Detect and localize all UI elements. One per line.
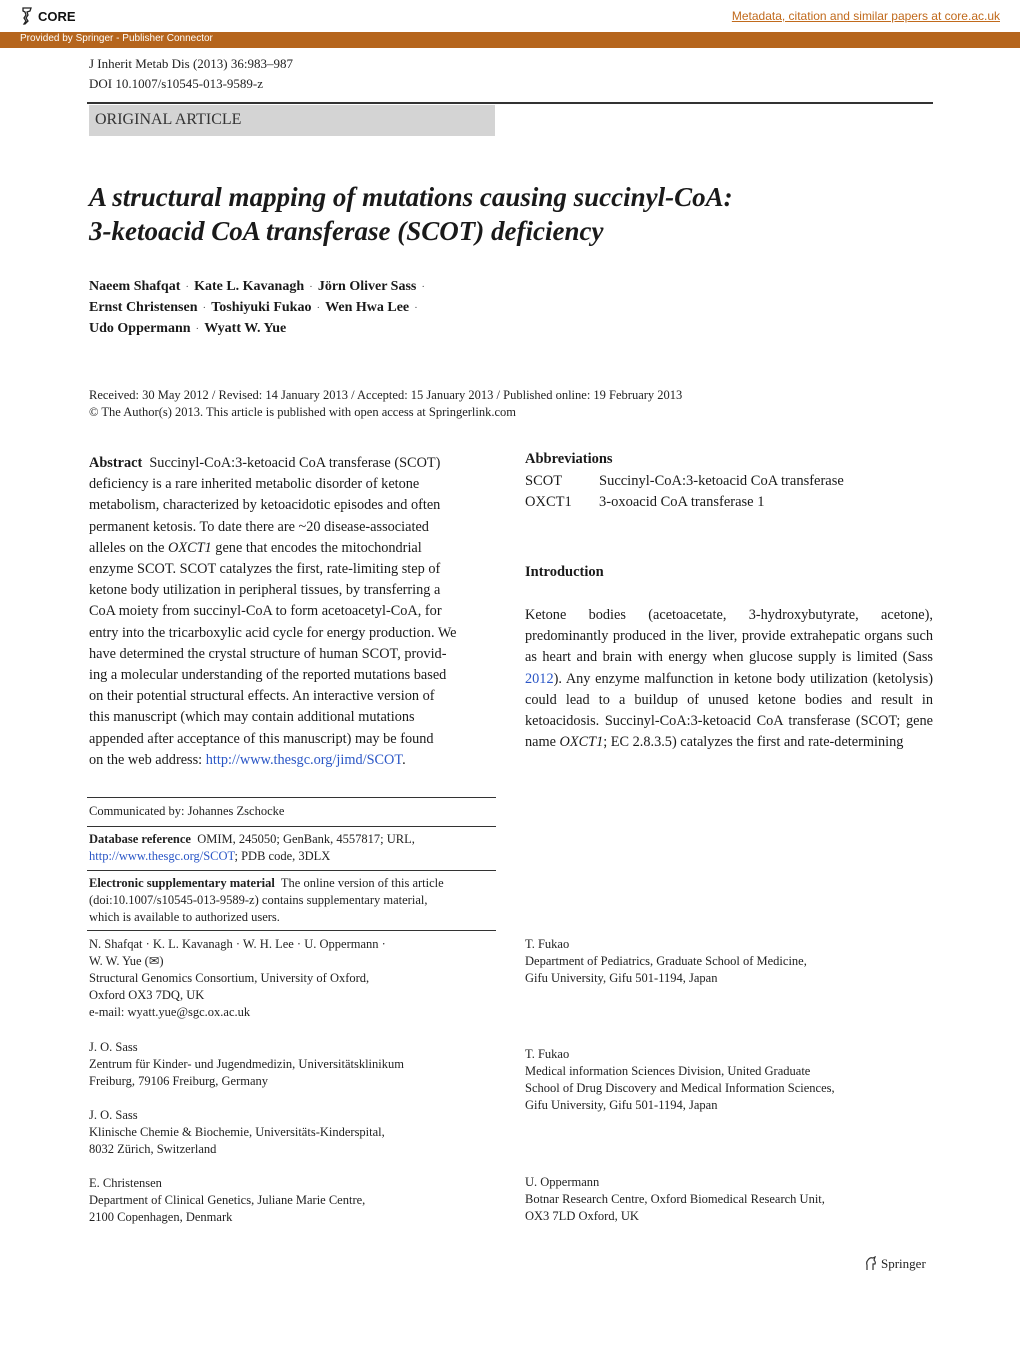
affiliation-line: W. W. Yue (✉) — [89, 954, 164, 968]
title-line-2: 3-ketoacid CoA transferase (SCOT) deficiency — [89, 216, 604, 246]
affiliation-line: E. Christensen — [89, 1176, 162, 1190]
article-type-label: ORIGINAL ARTICLE — [89, 105, 495, 136]
gene-name: OXCT1 — [168, 539, 212, 556]
affiliation-line: Gifu University, Gifu 501-1194, Japan — [525, 1098, 718, 1112]
copyright-text: The Author(s) 2013. This article is published with open access at Springerlink.com — [101, 405, 517, 419]
database-reference-text: ; PDB code, 3DLX — [234, 849, 331, 863]
introduction-paragraph — [525, 605, 933, 753]
esm-text: which is available to authorized users. — [89, 910, 280, 924]
provider-bar — [0, 32, 1020, 48]
affiliation-line: Klinische Chemie & Biochemie, Universitäts-Kinderspital, — [89, 1125, 385, 1139]
email-address[interactable]: e-mail: wyatt.yue@sgc.ox.ac.uk — [89, 1005, 251, 1019]
affiliation-block — [89, 936, 386, 1021]
affiliation-block — [525, 1174, 825, 1225]
affiliation-line: School of Drug Discovery and Medical Information Sciences, — [525, 1081, 835, 1095]
title-line-1: A structural mapping of mutations causing succinyl-CoA: — [89, 182, 733, 212]
footnote-rule — [87, 826, 496, 827]
abstract-text: CoA moiety from succinyl-CoA to form acetoacetyl-CoA, for — [89, 603, 442, 620]
affiliation-line: Oxford OX3 7DQ, UK — [89, 988, 205, 1002]
author-name: Jörn Oliver Sass — [317, 279, 417, 294]
citation-link[interactable]: 2012 — [525, 670, 554, 687]
affiliation-block — [89, 1175, 365, 1226]
supplementary-material-note — [89, 875, 497, 926]
abbreviation-row — [525, 494, 765, 511]
header-rule — [87, 102, 933, 104]
paper-title — [89, 180, 939, 248]
author-line-3: Udo Oppermann · Wyatt W. Yue — [89, 321, 287, 336]
footnote-rule — [87, 797, 496, 798]
affiliation-line: Department of Pediatrics, Graduate School of Medicine, — [525, 954, 807, 968]
database-reference-label: Database reference — [89, 832, 191, 846]
affiliation-line: T. Fukao — [525, 937, 570, 951]
abstract-text: enzyme SCOT. SCOT catalyzes the first, rate-limiting step of — [89, 561, 441, 578]
abbreviation-value: 3-oxoacid CoA transferase 1 — [599, 494, 765, 510]
springer-logo — [864, 1256, 926, 1272]
abbreviations-heading: Abbreviations — [525, 451, 613, 467]
abstract-text: Succinyl-CoA:3-ketoacid CoA transferase (SCOT) — [149, 455, 441, 471]
footnote-rule — [87, 930, 496, 931]
introduction-text: ; EC 2.8.3.5) catalyzes the first and rate-determining — [603, 734, 904, 751]
database-reference — [89, 831, 497, 865]
affiliation-line: Botnar Research Centre, Oxford Biomedical Research Unit, — [525, 1192, 825, 1206]
sgc-url-link[interactable]: http://www.thesgc.org/SCOT — [89, 849, 235, 863]
copyright-icon: © — [89, 405, 99, 419]
core-metadata-link[interactable]: Metadata, citation and similar papers at core.ac.uk — [731, 9, 1000, 23]
author-name: Wyatt W. Yue — [204, 321, 287, 336]
footnote-rule — [87, 870, 496, 871]
provider-text: Provided by Springer - Publisher Connector — [20, 33, 213, 44]
abstract-url-link[interactable]: http://www.thesgc.org/jimd/SCOT — [205, 751, 403, 768]
abstract — [89, 453, 497, 771]
abstract-text: metabolism, characterized by ketoacidotic episodes and often — [89, 497, 441, 514]
affiliation-line: 2100 Copenhagen, Denmark — [89, 1210, 233, 1224]
affiliation-block — [89, 1039, 404, 1090]
affiliation-line: U. Oppermann — [525, 1175, 600, 1189]
database-reference-text: OMIM, 245050; GenBank, 4557817; URL, — [197, 832, 415, 846]
core-logo-icon — [20, 6, 34, 26]
springer-text: Springer — [881, 1256, 926, 1271]
gene-name: OXCT1 — [559, 734, 604, 751]
abstract-text: this manuscript (which may contain additional mutations — [89, 709, 415, 726]
abstract-text: ing a molecular understanding of the reported mutations based — [89, 667, 447, 684]
core-logo[interactable] — [20, 5, 76, 27]
affiliation-line: J. O. Sass — [89, 1108, 138, 1122]
abstract-text: ketone body utilization in peripheral tissues, by transferring a — [89, 582, 441, 599]
abstract-text: . — [402, 751, 406, 768]
abstract-text: gene that encodes the mitochondrial — [215, 539, 422, 556]
esm-text: (doi:10.1007/s10545-013-9589-z) contains supplementary material, — [89, 893, 428, 907]
journal-citation: J Inherit Metab Dis (2013) 36:983–987 — [89, 56, 294, 71]
journal-doi: DOI 10.1007/s10545-013-9589-z — [89, 76, 264, 91]
affiliation-line: Zentrum für Kinder- und Jugendmedizin, Universitätsklinikum — [89, 1057, 404, 1071]
affiliation-line: 8032 Zürich, Switzerland — [89, 1142, 217, 1156]
abstract-text: have determined the crystal structure of human SCOT, provid- — [89, 645, 447, 662]
publication-dates: Received: 30 May 2012 / Revised: 14 January 2013 / Accepted: 15 January 2013 / Published online: 19 February 2013 — [89, 388, 683, 402]
abstract-label: Abstract — [89, 455, 143, 471]
affiliation-line: T. Fukao — [525, 1047, 570, 1061]
esm-label: Electronic supplementary material — [89, 876, 275, 890]
abstract-text: entry into the tricarboxylic acid cycle for energy production. We — [89, 624, 457, 641]
affiliation-line: N. Shafqat · K. L. Kavanagh · W. H. Lee · U. Oppermann · — [89, 937, 386, 951]
introduction-text: Ketone bodies (acetoacetate, 3-hydroxybutyrate, acetone), predominantly produced in the liver, provide extrahepatic organs such as heart and brain with energy when glucose supply is limited (Sass — [525, 607, 933, 666]
abbreviation-key: OXCT1 — [525, 494, 572, 510]
abstract-text: appended after acceptance of this manuscript) may be found — [89, 730, 434, 747]
abbreviation-key: SCOT — [525, 473, 563, 489]
abstract-text: alleles on the — [89, 539, 165, 556]
affiliation-line: Department of Clinical Genetics, Juliane Marie Centre, — [89, 1193, 366, 1207]
affiliation-line: Gifu University, Gifu 501-1194, Japan — [525, 971, 718, 985]
author-name: Kate L. Kavanagh — [194, 279, 305, 294]
introduction-text: ). Any enzyme malfunction in ketone body utilization (ketolysis) could lead to a buildup of unused ketone bodies and result in ketoacidosis. Succinyl-CoA:3-ketoacid CoA transferase (SCOT; gene name — [525, 670, 933, 751]
author-name: Toshiyuki Fukao — [211, 300, 312, 315]
affiliation-block — [525, 1046, 835, 1114]
affiliation-line: OX3 7LD Oxford, UK — [525, 1209, 639, 1223]
copyright-line — [89, 405, 516, 420]
affiliation-line: Structural Genomics Consortium, University of Oxford, — [89, 971, 370, 985]
affiliation-line: Freiburg, 79106 Freiburg, Germany — [89, 1074, 269, 1088]
author-name: Naeem Shafqat — [89, 279, 181, 294]
abstract-text: on their potential structural effects. An interactive version of — [89, 688, 435, 705]
core-logo-text: CORE — [38, 8, 76, 24]
introduction-heading: Introduction — [525, 564, 604, 580]
abbreviation-value: Succinyl-CoA:3-ketoacid CoA transferase — [599, 473, 844, 489]
author-name: Wen Hwa Lee — [325, 300, 410, 315]
affiliation-line: Medical information Sciences Division, United Graduate — [525, 1064, 811, 1078]
abbreviation-row — [525, 473, 844, 490]
springer-horse-icon — [864, 1256, 878, 1272]
author-name: Ernst Christensen — [89, 300, 198, 315]
affiliation-block — [89, 1107, 385, 1158]
communicated-by: Communicated by: Johannes Zschocke — [89, 804, 285, 818]
affiliation-line: J. O. Sass — [89, 1040, 138, 1054]
abstract-text: on the web address: — [89, 751, 203, 768]
abstract-text: permanent ketosis. To date there are ~20 disease-associated — [89, 518, 429, 535]
author-name: Udo Oppermann — [89, 321, 191, 336]
abstract-text: deficiency is a rare inherited metabolic disorder of ketone — [89, 476, 420, 493]
author-line-1: Naeem Shafqat · Kate L. Kavanagh · Jörn Oliver Sass · — [89, 279, 426, 294]
esm-text: The online version of this article — [280, 876, 444, 890]
affiliation-block — [525, 936, 807, 987]
author-line-2: Ernst Christensen · Toshiyuki Fukao · Wen Hwa Lee · — [89, 300, 418, 315]
